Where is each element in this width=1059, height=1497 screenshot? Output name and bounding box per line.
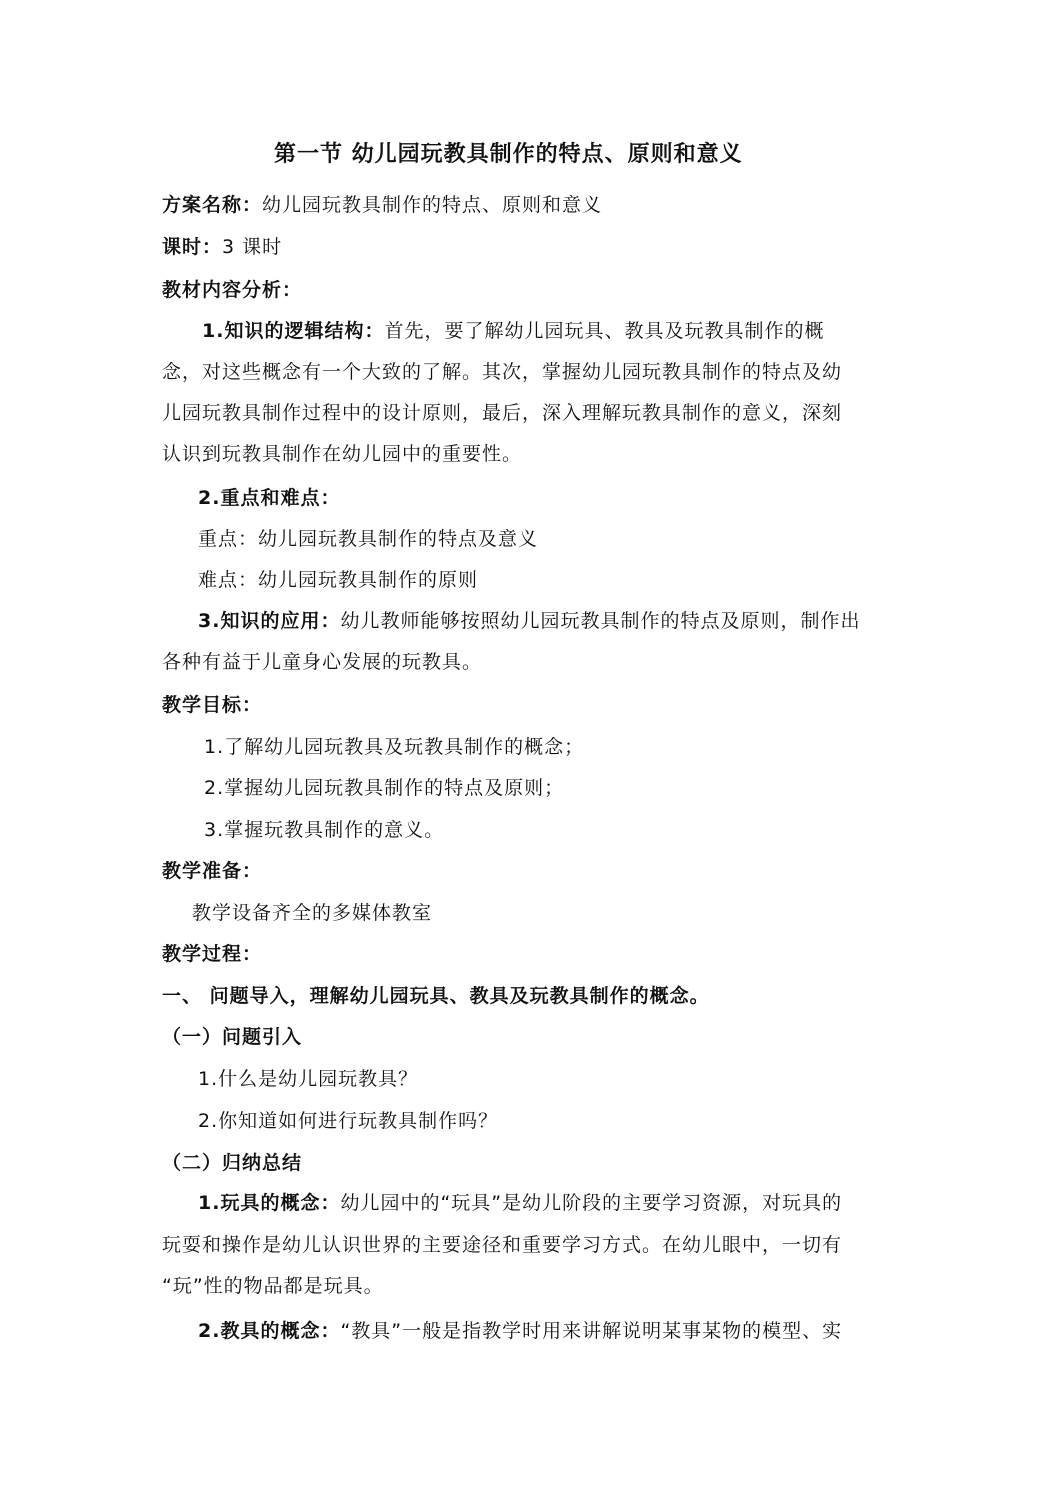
- goal-item-3: 3.掌握玩教具制作的意义。: [204, 819, 445, 841]
- logic-structure-label: 1.知识的逻辑结构：: [202, 320, 385, 342]
- class-hours-value: 3 课时: [222, 236, 283, 258]
- logic-structure-line-1: [202, 318, 824, 344]
- logic-structure-line-4: 认识到玩教具制作在幼儿园中的重要性。: [162, 443, 523, 465]
- document-title: 第一节 幼儿园玩教具制作的特点、原则和意义: [274, 142, 743, 167]
- teaching-process-heading: 教学过程：: [162, 943, 263, 965]
- class-hours-line: [162, 234, 282, 260]
- key-difficult-heading: 2.重点和难点：: [198, 487, 341, 509]
- logic-structure-line-3: 儿园玩教具制作过程中的设计原则，最后，深入理解玩教具制作的意义，深刻: [162, 402, 843, 424]
- subsection-two-heading: （二）归纳总结: [162, 1152, 303, 1174]
- class-hours-label: 课时：: [162, 236, 223, 258]
- toy-concept-label: 1.玩具的概念：: [198, 1192, 341, 1214]
- difficult-point-line: 难点：幼儿园玩教具制作的原则: [198, 569, 479, 591]
- teaching-prep-heading: 教学准备：: [162, 860, 263, 882]
- key-point-line: 重点：幼儿园玩教具制作的特点及意义: [198, 528, 539, 550]
- teaching-aid-concept-text: “教具”一般是指教学时用来讲解说明某事某物的模型、实: [340, 1320, 843, 1342]
- goal-item-2: 2.掌握幼儿园玩教具制作的特点及原则；: [204, 777, 565, 799]
- part-one-heading: 一、 问题导入，理解幼儿园玩具、教具及玩教具制作的概念。: [162, 985, 710, 1007]
- toy-concept-line-1: [198, 1190, 842, 1216]
- goal-item-1: 1.了解幼儿园玩教具及玩教具制作的概念；: [204, 736, 585, 758]
- teaching-prep-text: 教学设备齐全的多媒体教室: [192, 902, 433, 924]
- subsection-one-heading: （一）问题引入: [162, 1026, 303, 1048]
- teaching-aid-concept-line-1: [198, 1318, 842, 1344]
- knowledge-application-label: 3.知识的应用：: [198, 610, 341, 632]
- toy-concept-line-3: “玩”性的物品都是玩具。: [162, 1275, 384, 1297]
- knowledge-application-line-2: 各种有益于儿童身心发展的玩教具。: [162, 651, 483, 673]
- logic-structure-text: 首先，要了解幼儿园玩具、教具及玩教具制作的概: [384, 320, 825, 342]
- toy-concept-text: 幼儿园中的“玩具”是幼儿阶段的主要学习资源，对玩具的: [340, 1192, 843, 1214]
- toy-concept-line-2: 玩耍和操作是幼儿认识世界的主要途径和重要学习方式。在幼儿眼中，一切有: [162, 1234, 843, 1256]
- plan-name-value: 幼儿园玩教具制作的特点、原则和意义: [262, 194, 603, 216]
- question-item-1: 1.什么是幼儿园玩教具？: [198, 1068, 419, 1090]
- plan-name-label: 方案名称：: [162, 194, 263, 216]
- question-item-2: 2.你知道如何进行玩教具制作吗？: [198, 1110, 499, 1132]
- knowledge-application-line-1: [198, 608, 860, 634]
- logic-structure-line-2: 念，对这些概念有一个大致的了解。其次，掌握幼儿园玩教具制作的特点及幼: [162, 361, 843, 383]
- teaching-goals-heading: 教学目标：: [162, 694, 263, 716]
- content-analysis-heading: 教材内容分析：: [162, 279, 303, 301]
- knowledge-application-text: 幼儿教师能够按照幼儿园玩教具制作的特点及原则，制作出: [340, 610, 861, 632]
- plan-name-line: [162, 192, 602, 218]
- teaching-aid-concept-label: 2.教具的概念：: [198, 1320, 341, 1342]
